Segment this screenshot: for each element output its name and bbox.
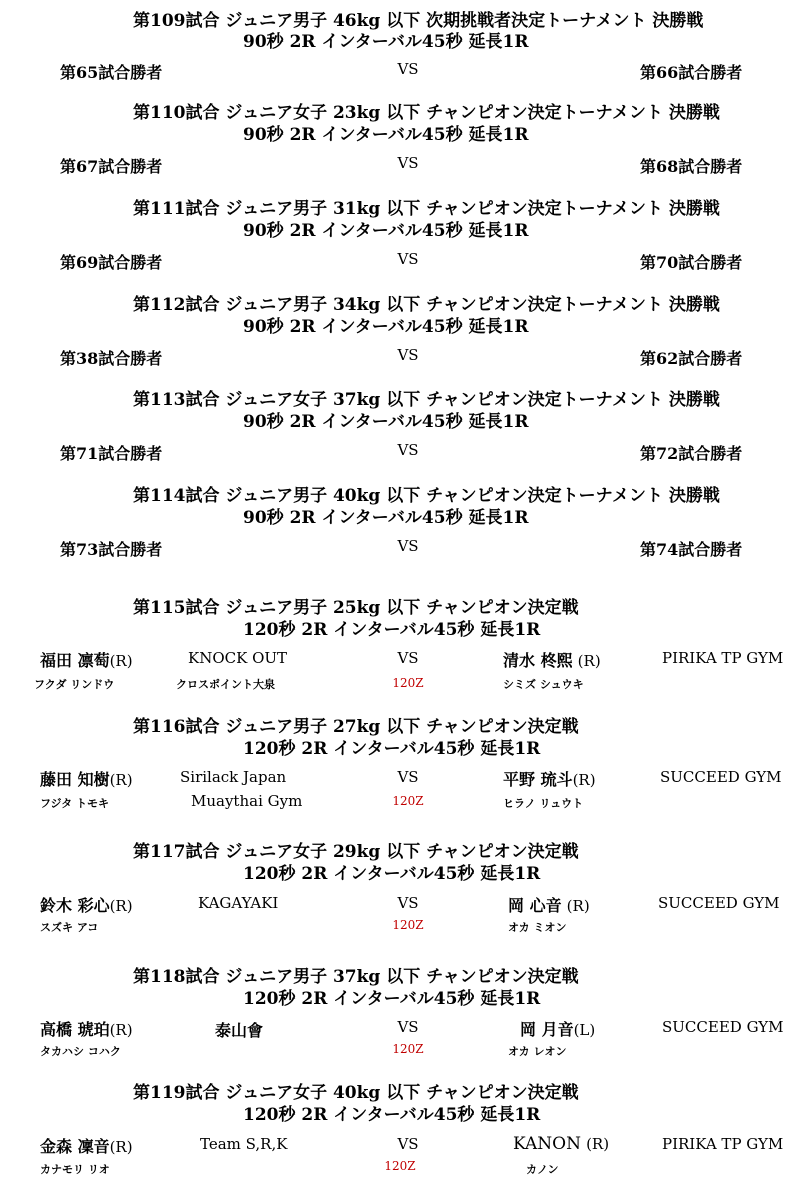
- blue-fighter: [513, 1134, 609, 1154]
- red-gym: KAGAYAKI: [198, 894, 279, 912]
- left-winner: 第38試合勝者: [60, 349, 163, 368]
- bout-title: 第114試合 ジュニア男子 40kg 以下 チャンピオン決定トーナメント 決勝戦: [133, 486, 720, 506]
- blue-fighter: [520, 1017, 595, 1040]
- vs-label: VS: [397, 537, 419, 555]
- red-fighter-name: 藤田 知樹: [40, 770, 110, 789]
- red-fighter: [40, 767, 133, 790]
- vs-label: VS: [397, 649, 419, 667]
- bout-title: 第111試合 ジュニア男子 31kg 以下 チャンピオン決定トーナメント 決勝戦: [133, 199, 720, 219]
- bout-rules: 90秒 2R インターバル45秒 延長1R: [243, 317, 529, 337]
- blue-gym: SUCCEED GYM: [662, 1018, 784, 1036]
- red-fighter-kana: タカハシ コハク: [40, 1045, 121, 1058]
- blue-fighter-name: 平野 琉斗: [503, 770, 573, 789]
- right-winner: 第70試合勝者: [640, 253, 743, 272]
- bout-rules: 90秒 2R インターバル45秒 延長1R: [243, 125, 529, 145]
- bout-title: 第116試合 ジュニア男子 27kg 以下 チャンピオン決定戦: [133, 717, 579, 737]
- bout-rules: 120秒 2R インターバル45秒 延長1R: [243, 989, 541, 1009]
- red-fighter-name: 鈴木 彩心: [40, 896, 110, 915]
- bout-rules: 120秒 2R インターバル45秒 延長1R: [243, 864, 541, 884]
- right-winner: 第74試合勝者: [640, 540, 743, 559]
- red-fighter-kana: カナモリ リオ: [40, 1163, 110, 1176]
- vs-label: VS: [397, 894, 419, 912]
- bout-title: 第110試合 ジュニア女子 23kg 以下 チャンピオン決定トーナメント 決勝戦: [133, 103, 720, 123]
- red-gym: Team S,R,K: [200, 1135, 288, 1153]
- bout-title: 第112試合 ジュニア男子 34kg 以下 チャンピオン決定トーナメント 決勝戦: [133, 295, 720, 315]
- blue-corner: (R): [577, 652, 601, 670]
- right-winner: 第72試合勝者: [640, 444, 743, 463]
- red-fighter-kana: フクダ リンドウ: [34, 678, 115, 691]
- vs-label: VS: [397, 1018, 419, 1036]
- blue-fighter-kana: カノン: [526, 1163, 559, 1176]
- left-winner: 第73試合勝者: [60, 540, 163, 559]
- blue-gym: PIRIKA TP GYM: [662, 649, 784, 667]
- left-winner: 第71試合勝者: [60, 444, 163, 463]
- blue-fighter-kana: シミズ シュウキ: [503, 678, 584, 691]
- glove-weight: 120Z: [392, 1042, 424, 1056]
- blue-gym: PIRIKA TP GYM: [662, 1135, 784, 1153]
- red-fighter-name: 金森 凜音: [40, 1137, 110, 1156]
- blue-corner: (L): [573, 1021, 596, 1039]
- red-corner: (R): [109, 771, 133, 789]
- red-fighter: [40, 648, 133, 671]
- blue-fighter-kana: オカ レオン: [508, 1045, 567, 1058]
- red-gym-sub: Muaythai Gym: [191, 792, 303, 810]
- red-gym-sub: クロスポイント大泉: [176, 678, 275, 691]
- blue-gym: SUCCEED GYM: [658, 894, 780, 912]
- red-fighter-name: 福田 凛萄: [40, 651, 110, 670]
- red-gym: KNOCK OUT: [188, 649, 288, 667]
- red-fighter: [40, 893, 133, 916]
- blue-fighter-kana: ヒラノ リュウト: [503, 797, 584, 810]
- vs-label: VS: [397, 250, 419, 268]
- vs-label: VS: [397, 1135, 419, 1153]
- bout-rules: 90秒 2R インターバル45秒 延長1R: [243, 221, 529, 241]
- red-corner: (R): [109, 1021, 133, 1039]
- blue-fighter: [503, 648, 601, 671]
- glove-weight: 120Z: [392, 794, 424, 808]
- blue-corner: (R): [572, 771, 596, 789]
- vs-label: VS: [397, 441, 419, 459]
- red-fighter-name: 高橋 琥珀: [40, 1020, 110, 1039]
- red-gym: 泰山會: [215, 1021, 264, 1040]
- right-winner: 第62試合勝者: [640, 349, 743, 368]
- bout-rules: 120秒 2R インターバル45秒 延長1R: [243, 620, 541, 640]
- left-winner: 第67試合勝者: [60, 157, 163, 176]
- bout-title: 第115試合 ジュニア男子 25kg 以下 チャンピオン決定戦: [133, 598, 579, 618]
- bout-title: 第109試合 ジュニア男子 46kg 以下 次期挑戦者決定トーナメント 決勝戦: [133, 11, 704, 31]
- red-gym: Sirilack Japan: [180, 768, 287, 786]
- vs-label: VS: [397, 768, 419, 786]
- red-corner: (R): [109, 652, 133, 670]
- blue-corner: (R): [586, 1135, 610, 1153]
- red-fighter-kana: フジタ トモキ: [40, 797, 109, 810]
- bout-rules: 120秒 2R インターバル45秒 延長1R: [243, 739, 541, 759]
- blue-fighter-name: KANON: [513, 1134, 581, 1154]
- blue-fighter: [503, 767, 596, 790]
- bout-title: 第118試合 ジュニア男子 37kg 以下 チャンピオン決定戦: [133, 967, 579, 987]
- blue-fighter-name: 岡 月音: [520, 1020, 574, 1039]
- bout-title: 第113試合 ジュニア女子 37kg 以下 チャンピオン決定トーナメント 決勝戦: [133, 390, 720, 410]
- vs-label: VS: [397, 60, 419, 78]
- bout-rules: 90秒 2R インターバル45秒 延長1R: [243, 508, 529, 528]
- red-corner: (R): [109, 1138, 133, 1156]
- bout-rules: 90秒 2R インターバル45秒 延長1R: [243, 32, 529, 52]
- bout-title: 第117試合 ジュニア女子 29kg 以下 チャンピオン決定戦: [133, 842, 579, 862]
- right-winner: 第66試合勝者: [640, 63, 743, 82]
- vs-label: VS: [397, 154, 419, 172]
- vs-label: VS: [397, 346, 419, 364]
- bout-rules: 90秒 2R インターバル45秒 延長1R: [243, 412, 529, 432]
- glove-weight: 120Z: [392, 676, 424, 690]
- blue-fighter-name: 清水 柊熙: [503, 651, 573, 670]
- glove-weight: 120Z: [384, 1159, 416, 1173]
- blue-corner: (R): [566, 897, 590, 915]
- bout-rules: 120秒 2R インターバル45秒 延長1R: [243, 1105, 541, 1125]
- blue-fighter: [508, 893, 590, 916]
- bout-title: 第119試合 ジュニア女子 40kg 以下 チャンピオン決定戦: [133, 1083, 579, 1103]
- blue-fighter-name: 岡 心音: [508, 896, 562, 915]
- red-corner: (R): [109, 897, 133, 915]
- right-winner: 第68試合勝者: [640, 157, 743, 176]
- red-fighter: [40, 1017, 133, 1040]
- red-fighter: [40, 1134, 133, 1157]
- left-winner: 第69試合勝者: [60, 253, 163, 272]
- blue-fighter-kana: オカ ミオン: [508, 921, 567, 934]
- blue-gym: SUCCEED GYM: [660, 768, 782, 786]
- left-winner: 第65試合勝者: [60, 63, 163, 82]
- glove-weight: 120Z: [392, 918, 424, 932]
- red-fighter-kana: スズキ アコ: [40, 921, 99, 934]
